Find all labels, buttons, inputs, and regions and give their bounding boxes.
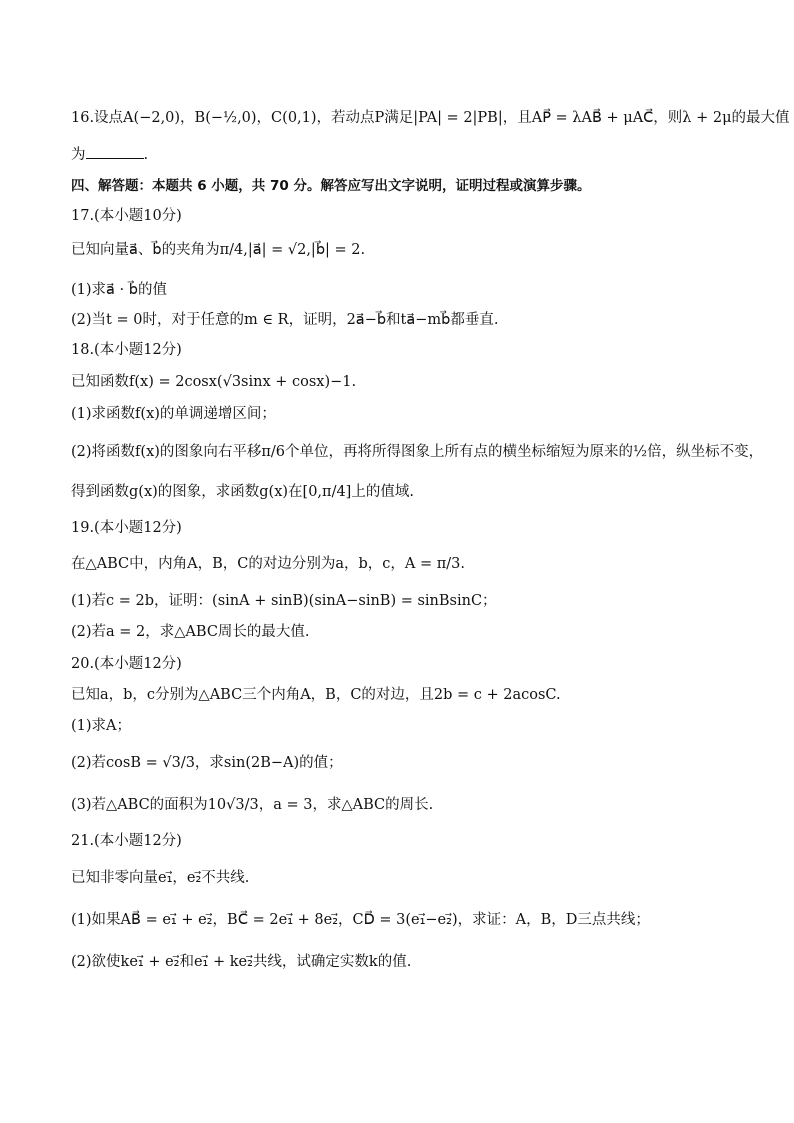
q16-line2 (71, 145, 754, 165)
q18-part2-cont: 得到函数g(x)的图象，求函数g(x)在[0,π/4]上的值域. (71, 484, 414, 500)
q18-part1: (1)求函数f(x)的单调递增区间； (71, 406, 276, 422)
q18-part2: (2)将函数f(x)的图象向右平移π/6个单位，再将所得图象上所有点的横坐标缩短为原来的½倍，纵坐标不变， (71, 444, 764, 460)
q21-stem: 已知非零向量e₁⃗，e₂⃗不共线. (71, 870, 250, 886)
q16-prefix: 为 (71, 147, 86, 163)
q17-stem: 已知向量a⃗、b⃗的夹角为π/4,|a⃗| = √2,|b⃗| = 2. (71, 242, 366, 258)
q20-part3: (3)若△ABC的面积为10√3/3，a = 3，求△ABC的周长. (71, 797, 434, 813)
q18-stem: 已知函数f(x) = 2cosx(√3sinx + cosx)−1. (71, 374, 357, 390)
q19-part1: (1)若c = 2b，证明：(sinA + sinB)(sinA−sinB) = sinBsinC； (71, 593, 497, 609)
q20-part1: (1)求A； (71, 718, 132, 734)
answer-blank (86, 146, 144, 159)
q16-suffix: . (143, 147, 149, 163)
q20-header: 20.(本小题12分) (71, 656, 182, 672)
q21-part2: (2)欲使ke₁⃗ + e₂⃗和e₁⃗ + ke₂⃗共线，试确定实数k的值. (71, 954, 412, 970)
q17-part1: (1)求a⃗ · b⃗的值 (71, 282, 167, 298)
section-heading: 四、解答题：本题共 6 小题，共 70 分。解答应写出文字说明，证明过程或演算步骤。 (71, 178, 591, 194)
q20-part2: (2)若cosB = √3/3，求sin(2B−A)的值； (71, 755, 343, 771)
q21-header: 21.(本小题12分) (71, 833, 182, 849)
q20-stem: 已知a，b，c分别为△ABC三个内角A，B，C的对边，且2b = c + 2acosC. (71, 687, 561, 703)
q17-header: 17.(本小题10分) (71, 208, 182, 224)
q18-header: 18.(本小题12分) (71, 342, 182, 358)
q16-line1: 16.设点A(−2,0)，B(−½,0)，C(0,1)，若动点P满足|PA| = 2|PB|，且AP⃗ = λAB⃗ + μAC⃗，则λ + 2μ的最大值 (71, 110, 790, 126)
q19-stem: 在△ABC中，内角A，B，C的对边分别为a，b，c，A = π/3. (71, 556, 465, 572)
q21-part1: (1)如果AB⃗ = e₁⃗ + e₂⃗，BC⃗ = 2e₁⃗ + 8e₂⃗，CD⃗ = 3(e₁⃗−e₂⃗)，求证：A，B，D三点共线； (71, 912, 650, 928)
q19-part2: (2)若a = 2，求△ABC周长的最大值. (71, 624, 310, 640)
q19-header: 19.(本小题12分) (71, 520, 182, 536)
q17-part2: (2)当t = 0时，对于任意的m ∈ R，证明，2a⃗−b⃗和ta⃗−mb⃗都垂直. (71, 312, 499, 328)
